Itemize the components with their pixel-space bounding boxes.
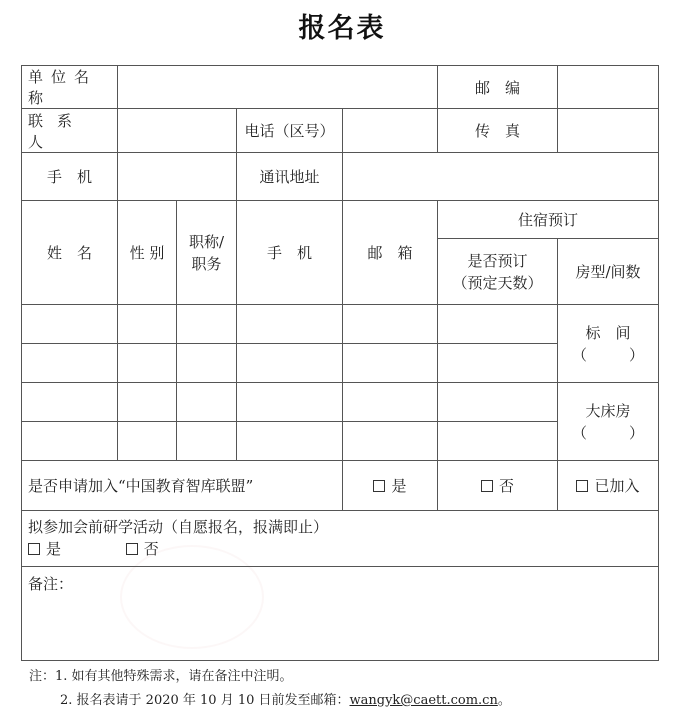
remarks-label: 备注： (28, 575, 74, 593)
attendee-2-title[interactable] (177, 344, 237, 383)
postcode-field[interactable] (558, 66, 659, 109)
preactivity-cell (22, 511, 659, 567)
note-2 (29, 689, 511, 713)
preactivity-options (28, 538, 652, 561)
alliance-yes-option[interactable] (343, 461, 438, 511)
attendee-1-mobile[interactable] (237, 305, 343, 344)
standard-room-label: 标 间 (585, 323, 631, 342)
preactivity-yes-label: 是 (46, 540, 62, 558)
checkbox-icon[interactable] (126, 543, 138, 555)
preactivity-no-option[interactable] (126, 538, 159, 560)
attendee-4-email[interactable] (343, 422, 438, 461)
attendee-3-booking[interactable] (438, 383, 558, 422)
alliance-no-option[interactable] (438, 461, 558, 511)
king-room-label: 大床房 (585, 401, 631, 420)
attendee-3-title[interactable] (177, 383, 237, 422)
mobile-field[interactable] (118, 153, 237, 201)
postcode-label: 邮 编 (438, 66, 558, 109)
mobile-label: 手 机 (22, 153, 118, 201)
attendee-3-email[interactable] (343, 383, 438, 422)
room-type-header: 房型/间数 (558, 239, 659, 305)
booking-header-line1: 是否预订 (467, 251, 528, 270)
attendee-2-mobile[interactable] (237, 344, 343, 383)
booking-header (438, 239, 558, 305)
attendee-1-booking[interactable] (438, 305, 558, 344)
attendee-2-email[interactable] (343, 344, 438, 383)
contact-label: 联系人 (22, 109, 118, 153)
king-paren-left: （ (572, 423, 588, 442)
attendee-1-name[interactable] (22, 305, 118, 344)
attendee-3-name[interactable] (22, 383, 118, 422)
unit-name-label: 单位名称 (22, 66, 118, 109)
email-header: 邮 箱 (343, 201, 438, 305)
king-room-count (564, 422, 652, 444)
attendee-2-booking[interactable] (438, 344, 558, 383)
attendee-1-gender[interactable] (118, 305, 177, 344)
registration-table (21, 65, 659, 661)
title-header-line1: 职称/ (188, 232, 225, 251)
form-title: 报名表 (298, 13, 386, 44)
booking-header-line2: （预定天数） (452, 273, 543, 292)
king-room-cell[interactable] (558, 383, 659, 461)
fax-label: 传 真 (438, 109, 558, 153)
preactivity-no-label: 否 (143, 540, 159, 558)
name-header: 姓 名 (22, 201, 118, 305)
alliance-no-label: 否 (498, 477, 514, 495)
standard-paren-left: （ (572, 345, 588, 364)
address-label: 通讯地址 (237, 153, 343, 201)
alliance-joined-label: 已加入 (594, 477, 640, 495)
standard-room-cell[interactable] (558, 305, 659, 383)
attendee-4-mobile[interactable] (237, 422, 343, 461)
alliance-yes-label: 是 (391, 477, 407, 495)
attendee-4-booking[interactable] (438, 422, 558, 461)
standard-paren-right: ） (628, 345, 644, 364)
contact-field[interactable] (118, 109, 237, 153)
title-header-line2: 职务 (191, 254, 222, 273)
alliance-question: 是否申请加入“中国教育智库联盟” (22, 461, 343, 511)
checkbox-icon[interactable] (481, 480, 493, 492)
preactivity-question: 拟参加会前研学活动（自愿报名，报满即止） (28, 518, 329, 536)
attendee-1-title[interactable] (177, 305, 237, 344)
mobile-header: 手 机 (237, 201, 343, 305)
attendee-2-gender[interactable] (118, 344, 177, 383)
checkbox-icon[interactable] (373, 480, 385, 492)
gender-header: 性 别 (118, 201, 177, 305)
checkbox-icon[interactable] (28, 543, 40, 555)
note-2-suffix: 。 (497, 693, 511, 708)
footnotes (29, 665, 511, 713)
attendee-1-email[interactable] (343, 305, 438, 344)
note-1: 注：1. 如有其他特殊需求，请在备注中注明。 (29, 669, 293, 684)
attendee-4-gender[interactable] (118, 422, 177, 461)
attendee-3-gender[interactable] (118, 383, 177, 422)
address-field[interactable] (343, 153, 659, 201)
fax-field[interactable] (558, 109, 659, 153)
checkbox-icon[interactable] (576, 480, 588, 492)
remarks-cell[interactable] (22, 567, 659, 661)
attendee-3-mobile[interactable] (237, 383, 343, 422)
alliance-joined-option[interactable] (558, 461, 659, 511)
standard-room-count (564, 344, 652, 366)
note-2-text: 2. 报名表请于 2020 年 10 月 10 日前发至邮箱： (60, 693, 350, 708)
unit-name-field[interactable] (118, 66, 438, 109)
attendee-4-title[interactable] (177, 422, 237, 461)
phone-field[interactable] (343, 109, 438, 153)
king-paren-right: ） (628, 423, 644, 442)
email-link[interactable]: wangyk@caett.com.cn (349, 693, 498, 708)
attendee-2-name[interactable] (22, 344, 118, 383)
preactivity-yes-option[interactable] (28, 538, 61, 560)
title-header (177, 201, 237, 305)
attendee-4-name[interactable] (22, 422, 118, 461)
phone-area-label: 电话（区号） (237, 109, 343, 153)
lodging-header: 住宿预订 (438, 201, 659, 239)
